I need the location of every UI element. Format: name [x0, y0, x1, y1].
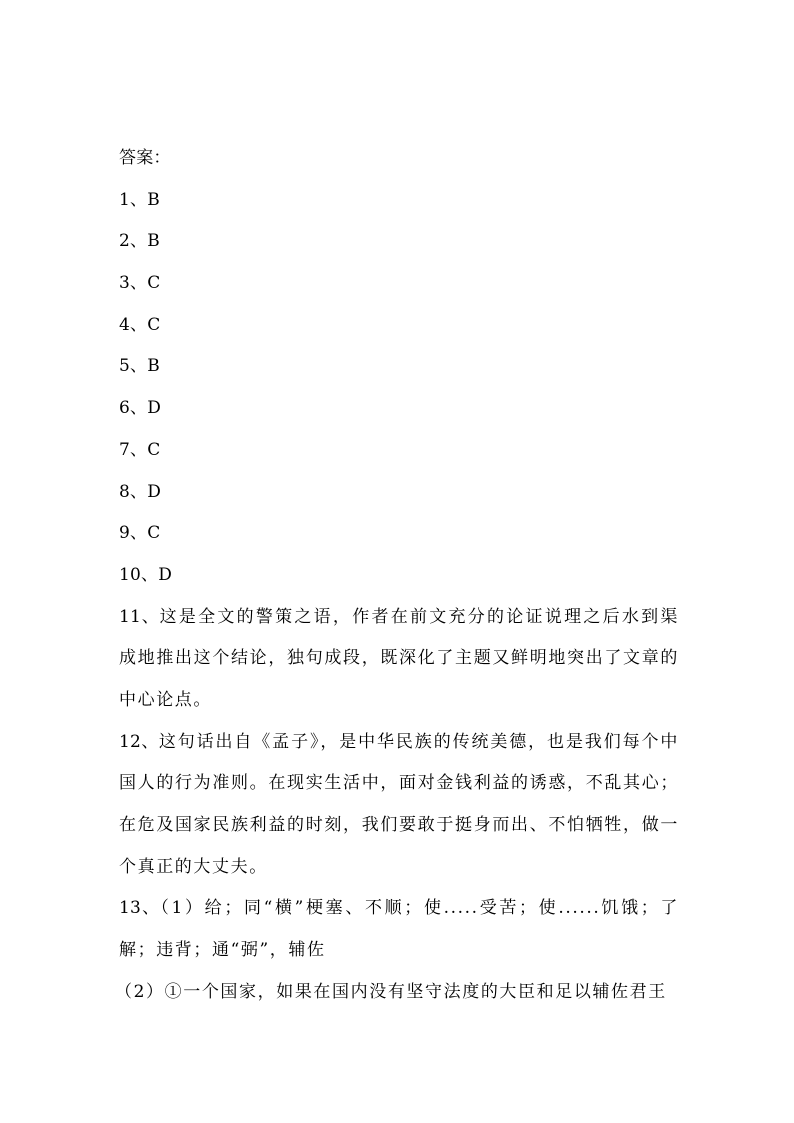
answer-text: 这是全文的警策之语，作者在前文充分的论证说理之后水到渠成地推出这个结论，独句成段，既深化了主题又鲜明地突出了文章的中心论点。: [119, 606, 679, 710]
answer-choice: B: [147, 356, 160, 377]
answer-text: ①一个国家，如果在国内没有坚守法度的大臣和足以辅佐君王: [164, 981, 667, 1002]
answer-item-6: [119, 388, 679, 430]
answer-choice: B: [147, 189, 160, 210]
answer-number: 6、: [119, 398, 148, 419]
answer-number: 13、: [119, 898, 161, 919]
answer-choice: C: [147, 439, 161, 460]
answer-item-5: [119, 346, 679, 388]
answer-choice: C: [147, 523, 161, 544]
part-label: （1）: [160, 898, 205, 919]
answer-item-1: [119, 180, 679, 222]
answer-choice: D: [147, 398, 162, 419]
answer-choice: D: [158, 564, 173, 585]
answer-number: 1、: [119, 189, 148, 210]
answer-heading: 答案：: [119, 148, 171, 168]
answer-number: 7、: [119, 439, 148, 460]
answer-number: 9、: [119, 523, 148, 544]
answer-item-2: [119, 221, 679, 263]
answer-choice: C: [147, 273, 161, 294]
answer-number: 4、: [119, 314, 148, 335]
answer-choice: B: [147, 231, 160, 252]
answer-item-13-part-1: [119, 888, 679, 971]
answer-number: 5、: [119, 356, 148, 377]
answer-item-3: [119, 263, 679, 305]
answer-choice: D: [147, 481, 162, 502]
answer-number: 12、: [119, 731, 159, 752]
answer-item-10: [119, 555, 679, 597]
answer-number: 10、: [119, 564, 159, 585]
part-label: （2）: [115, 981, 165, 1002]
answer-number: 2、: [119, 231, 148, 252]
answer-text: 这句话出自《孟子》，是中华民族的传统美德，也是我们每个中国人的行为准则。在现实生活中，面对金钱利益的诱惑，不乱其心；在危及国家民族利益的时刻，我们要敢于挺身而出、不怕牺牲，做一个真正的大丈夫。: [119, 731, 679, 877]
answer-item-4: [119, 305, 679, 347]
answer-item-12: [119, 722, 679, 889]
answer-content: [115, 138, 679, 1014]
answer-item-13-part-2: [115, 972, 679, 1014]
answer-number: 11、: [119, 606, 160, 627]
answer-number: 3、: [119, 273, 148, 294]
answer-choice: C: [147, 314, 161, 335]
answer-item-7: [119, 430, 679, 472]
answer-number: 8、: [119, 481, 148, 502]
answer-item-9: [119, 513, 679, 555]
answer-text: 给；同“横”梗塞、不顺；使.....受苦；使......饥饿；了解；违背；通“弼”，辅佐: [119, 898, 679, 961]
answer-item-8: [119, 472, 679, 514]
answer-item-11: [119, 597, 679, 722]
